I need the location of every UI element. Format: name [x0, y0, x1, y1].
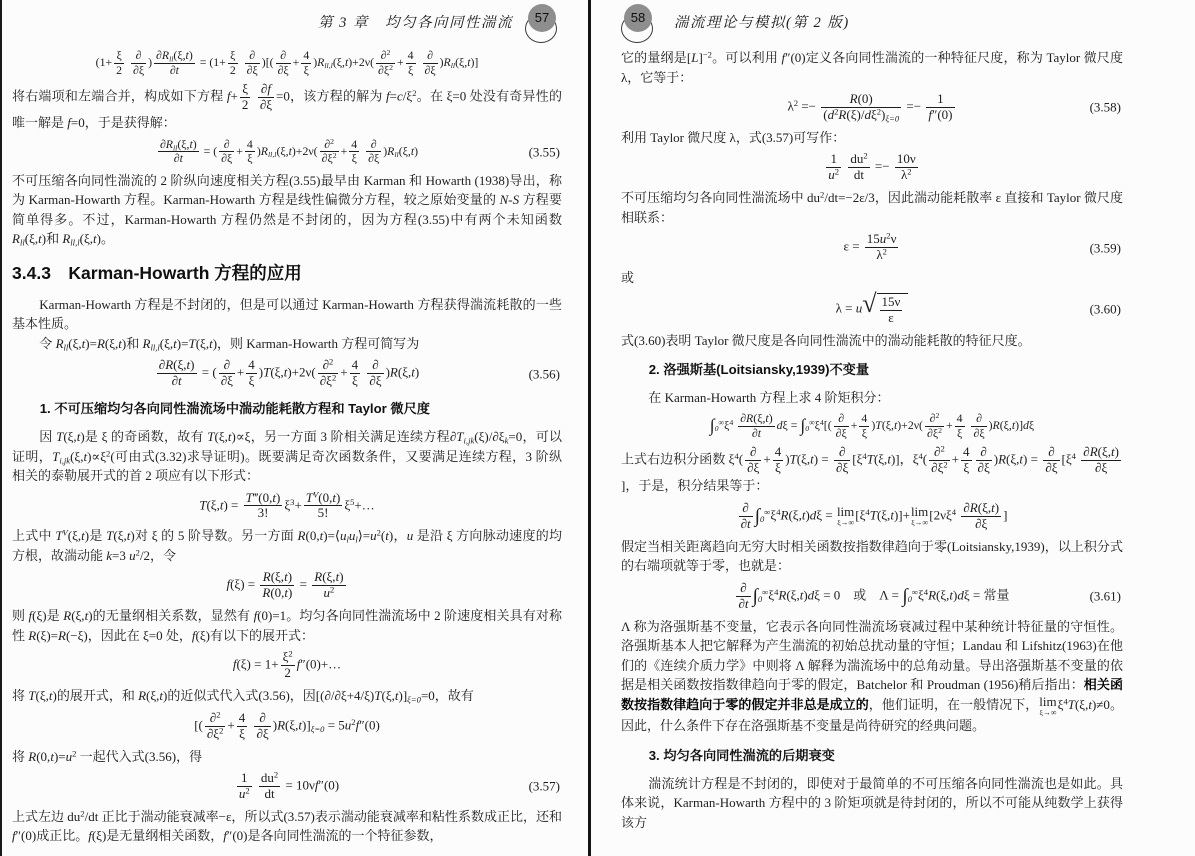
subsection-heading: 1. 不可压缩均匀各向同性湍流场中湍动能耗散方程和 Taylor 微尺度	[39, 401, 430, 417]
paragraph: 将右端项和左端合并，构成如下方程 f+ $\frac{\xi}{2}$ $\frac{\partial f}{\partial\xi}$ =0，该方程的解为 $f=c/\xi^2$。在 ξ=0 处没有奇异性的唯一解是 f=0，于是获得解：	[12, 81, 562, 130]
equation-number: (3.55)	[528, 143, 560, 159]
equation-3.58	[621, 92, 1123, 123]
page-left	[2, 0, 588, 856]
paragraph: 假定当相关距离趋向无穷大时相关函数按指数律趋向于零(Loitsiansky,1939)，以上积分式的右端项就等于零，也就是：	[621, 538, 1123, 574]
equation-math: [( $\frac{\partial^2}{\partial\xi^2}$ + $\frac{4}{\xi}$ ∂ ∂ξ )$R(\xi,t)]_{\xi=0} = 5u^2f''(0)$	[194, 709, 380, 741]
page-number-57: 57	[528, 4, 556, 32]
paragraph: 上式中 $T^V(\xi,t)$是 T(ξ,t)对 ξ 的 5 阶导数。另一方面 $R(0,t)=⟨u_lu_l⟩=u^2(t)$，u 是沿 ξ 方向脉动速度的均方根，故湍动能 k=3 $u^2/2$，令	[12, 528, 562, 563]
equation-math: $\int_0^\infty\xi^4$ $\frac{\partial R(\xi,t)}{\partial t}$ $d\xi = \int_0^\infty\xi^4$[( ∂ ∂ξ + $\frac{4}{\xi}$ )T(ξ,t)+2ν( $\frac{\partial^2}{\partial\xi^2}$ + $\frac{4}{\xi}$ ∂ ∂ξ )R(ξ,t)]dξ	[709, 411, 1035, 440]
equation-number: (3.58)	[1089, 99, 1121, 115]
paragraph: 将 $R(0,t)=u^2$ 一起代入式(3.56)，得	[12, 748, 203, 764]
equation-math: $\frac{1}{u^2}$ $\frac{du^2}{dt}$ = 10νf″(0)	[238, 769, 340, 801]
paragraph: 在 Karman-Howarth 方程上求 4 阶矩积分：	[648, 389, 890, 405]
section-heading: 3.4.3 Karman-Howarth 方程的应用	[12, 262, 302, 283]
paragraph: 或	[621, 270, 635, 286]
equation-number: (3.61)	[1089, 588, 1121, 604]
equation-math: f(ξ) = $\frac{R(\xi,t)}{R(0,t)}$ = $\frac{R(\xi,t)}{u^2}$	[226, 569, 344, 601]
book-running-title: 湍流理论与模拟(第 2 版)	[674, 15, 850, 32]
page-number-58: 58	[624, 4, 652, 32]
equation	[621, 412, 1123, 440]
equation	[12, 49, 562, 77]
equation-number: (3.59)	[1089, 239, 1121, 255]
right-page-content	[621, 48, 1123, 832]
equation	[12, 650, 562, 681]
equation-3.56	[12, 358, 562, 389]
paragraph: 式(3.60)表明 Taylor 微尺度是各向同性湍流中的湍动能耗散的特征尺度。	[621, 332, 1031, 348]
equation-3.55	[12, 138, 562, 166]
equation-3.60	[621, 288, 1123, 326]
equation	[12, 711, 562, 742]
paragraph: 因 T(ξ,t)是 ξ 的奇函数，故有 T(ξ,t)∝ξ，另一方面 3 阶相关满足连续方程$\partial T_{i,jk}(\xi)/\partial\xi_k=0$，可以证明，$T_{i,jk}(\xi,t)\propto\xi^2$(可由式(3.32)求导证明)。既要满足奇次函数条件，又要满足连续方程，3 阶纵相关的泰勒展开式的首 2 项应有以下形式：	[12, 429, 562, 484]
paragraph: Karman-Howarth 方程是不封闭的，但是可以通过 Karman-Howarth 方程获得湍流耗散的一些基本性质。	[12, 296, 562, 332]
equation-number: (3.56)	[528, 366, 560, 382]
paragraph: 不可压缩各向同性湍流的 2 阶纵向速度相关方程(3.55)最早由 Karman 和 Howarth (1938)导出，称为 Karman-Howarth 方程。Karman-Howarth 方程是线性偏微分方程，较之原始变量的 N-S 方程要简单得多。不过，Karman-Howarth 方程仍然是不封闭的，因为方程(3.55)中有两个未知函数 $R_{ll}(\xi,t)$和 $R_{ll,l}(\xi,t)$。	[12, 172, 562, 248]
paragraph: 则 f(ξ)是 R(ξ,t)的无量纲相关系数，显然有 f(0)=1。均匀各向同性湍流场中 2 阶速度相关具有对称性 R(ξ)=R(−ξ)，因此在 ξ=0 处，f(ξ)有以下的展开式：	[12, 608, 562, 643]
equation-math: (1+ $\frac{\xi}{2}$ ∂ ∂ξ ) $\partial R_{ll}(\xi,t)$ ∂t = (1+ $\frac{\xi}{2}$ ∂ ∂ξ )[( ∂ ∂ξ + $\frac{4}{\xi}$ )$R_{ll,l}(\xi,t)+2\nu$( $\frac{\partial^2}{\partial\xi^2}$ + $\frac{4}{\xi}$ ∂ ∂ξ )$R_{ll}(\xi,t)$]	[95, 48, 479, 77]
paragraph: 不可压缩均匀各向同性湍流场中 $du^2/dt=-2\varepsilon/3$，因此湍动能耗散率 ε 直接和 Taylor 微尺度相联系：	[621, 189, 1123, 225]
subsection-heading: 3. 均匀各向同性湍流的后期衰变	[648, 747, 835, 763]
equation-3.61	[621, 581, 1123, 612]
page-right	[591, 0, 1195, 856]
equation-math: ε = $\frac{15u^2\nu}{\lambda^2}$	[843, 230, 897, 263]
equation	[621, 501, 1123, 532]
equation-math: λ = u √ $\frac{15\nu}{\varepsilon}$	[836, 293, 909, 326]
equation-math: $\partial R_{ll}(\xi,t)$ ∂t = ( ∂ ∂ξ + $\frac{4}{\xi}$ )$R_{ll,l}(\xi,t)+2\nu$( $\frac{\partial^2}{\partial\xi^2}$ + $\frac{4}{\xi}$ ∂ ∂ξ )$R_{ll}(\xi,t)$	[159, 136, 419, 166]
equation-math: $\frac{1}{u^2}$ $\frac{du^2}{dt}$ =− $\frac{10\nu}{\lambda^2}$	[828, 151, 916, 183]
equation-math: $\lambda^2$ =− $\frac{R(0)}{(d^2R(\xi)/d\xi^2)_{\xi=0}}$ =− $\frac{1}{f''(0)}$	[787, 91, 953, 124]
equation-math: ∂ ∂t $\int_0^\infty\xi^4R(\xi,t)d\xi$ = lim ξ→∞ $[\xi^4T(\xi,t)]+$ lim ξ→∞ [$2\nu\xi^4$ $\frac{\partial R(\xi,t)}{\partial\xi}$ ]	[740, 499, 1008, 531]
page-number-badge-57	[525, 4, 562, 44]
equation-3.59	[621, 232, 1123, 263]
paragraph: 令 $R_{ll}(\xi,t)=R(\xi,t)$和 $R_{ll,l}(\xi,t)=T(\xi,t)$，则 Karman-Howarth 方程可简写为	[39, 335, 420, 353]
left-page-header	[12, 4, 562, 44]
subsection-heading: 2. 洛强斯基(Loitsiansky,1939)不变量	[648, 362, 870, 377]
right-page-header	[621, 4, 1123, 44]
paragraph: 它的量纲是$[L]^{-2}$。可以利用 f″(0)定义各向同性湍流的一种特征尺度，称为 Taylor 微尺度 λ，它等于：	[621, 49, 1123, 85]
equation-number: (3.60)	[1089, 301, 1121, 317]
paragraph: Λ 称为洛强斯基不变量，它表示各向同性湍流场衰减过程中某种统计特征量的守恒性。洛强斯基本人把它解释为产生湍流的初始总扰动量的守恒；Landau 和 Lifshitz(1963)在他们的《连续介质力学》中则将 Λ 解释为湍流场中的总角动量。导出洛强斯基不变量的依据是相关函数按指数律趋向于零的假定，Batchelor 和 Proudman (1956)稍后指出：相关函数按指数律趋向于零的假定并非总是成立的，他们证明，在一般情况下， lim ξ→∞ $\xi^4T(\xi,t)\ne 0$。因此，什么条件下存在洛强斯基不变量是尚待研究的经典问题。	[621, 618, 1123, 734]
equation-math: T(ξ,t) = $\frac{T‴(0,t)}{3!}$ $\xi^3+$ $\frac{T^V(0,t)}{5!}$ $\xi^5+\dots$	[199, 489, 375, 521]
paragraph: 湍流统计方程是不封闭的，即使对于最简单的不可压缩各向同性湍流也是如此。具体来说，Karman-Howarth 方程中的 3 阶矩项就是待封闭的，所以不可能从纯数学上获得该方	[621, 775, 1123, 830]
equation	[12, 491, 562, 522]
equation	[12, 570, 562, 601]
equation-math: ∂ ∂t $\int_0^\infty\xi^4R(\xi,t)d\xi = 0$ 或 $\Lambda = \int_0^\infty\xi^4R(\xi,t)d\xi$ = 常量	[738, 579, 1010, 611]
left-page-content	[12, 49, 562, 846]
equation-math: f(ξ) = 1+ $\frac{\xi^2}{2}$ f″(0)+…	[232, 649, 342, 681]
equation	[621, 152, 1123, 183]
equation-math: $\frac{\partial R(\xi,t)}{\partial t}$ = ( ∂ ∂ξ + $\frac{4}{\xi}$ )T(ξ,t)+2ν( $\frac{\partial^2}{\partial\xi^2}$ + $\frac{4}{\xi}$ ∂ ∂ξ )R(ξ,t)	[158, 357, 420, 389]
chapter-running-title: 第 3 章 均匀各向同性湍流	[318, 15, 513, 32]
paragraph: 将 T(ξ,t)的展开式，和 R(ξ,t)的近似式代入式(3.56)，因$[(\partial/\partial\xi+4/\xi)T(\xi,t)]_{\xi=0}=0$，故有	[12, 688, 474, 705]
page-number-badge-58	[621, 4, 658, 44]
paragraph: 上式左边 $du^2/dt$ 正比于湍动能衰减率−ε，所以式(3.57)表示湍动能衰减率和粘性系数成正比，还和 f″(0)成正比。f(ξ)是无量纲相关函数，f″(0)是各向同性湍流的一个特征参数，	[12, 808, 562, 844]
equation-number: (3.57)	[528, 778, 560, 794]
paragraph: 上式右边积分函数 $\xi^4$( ∂ ∂ξ + $\frac{4}{\xi}$ )T(ξ,t) = ∂ ∂ξ $[\xi^4T(\xi,t)]$，$\xi^4$( $\frac{\partial^2}{\partial\xi^2}$ + $\frac{4}{\xi}$ ∂ ∂ξ )R(ξ,t) = ∂ ∂ξ [$\xi^4$ $\frac{\partial R(\xi,t)}{\partial\xi}$ ]，于是，积分结果等于：	[621, 444, 1120, 494]
paragraph: 利用 Taylor 微尺度 λ，式(3.57)可写作：	[621, 129, 846, 145]
equation-3.57	[12, 771, 562, 802]
